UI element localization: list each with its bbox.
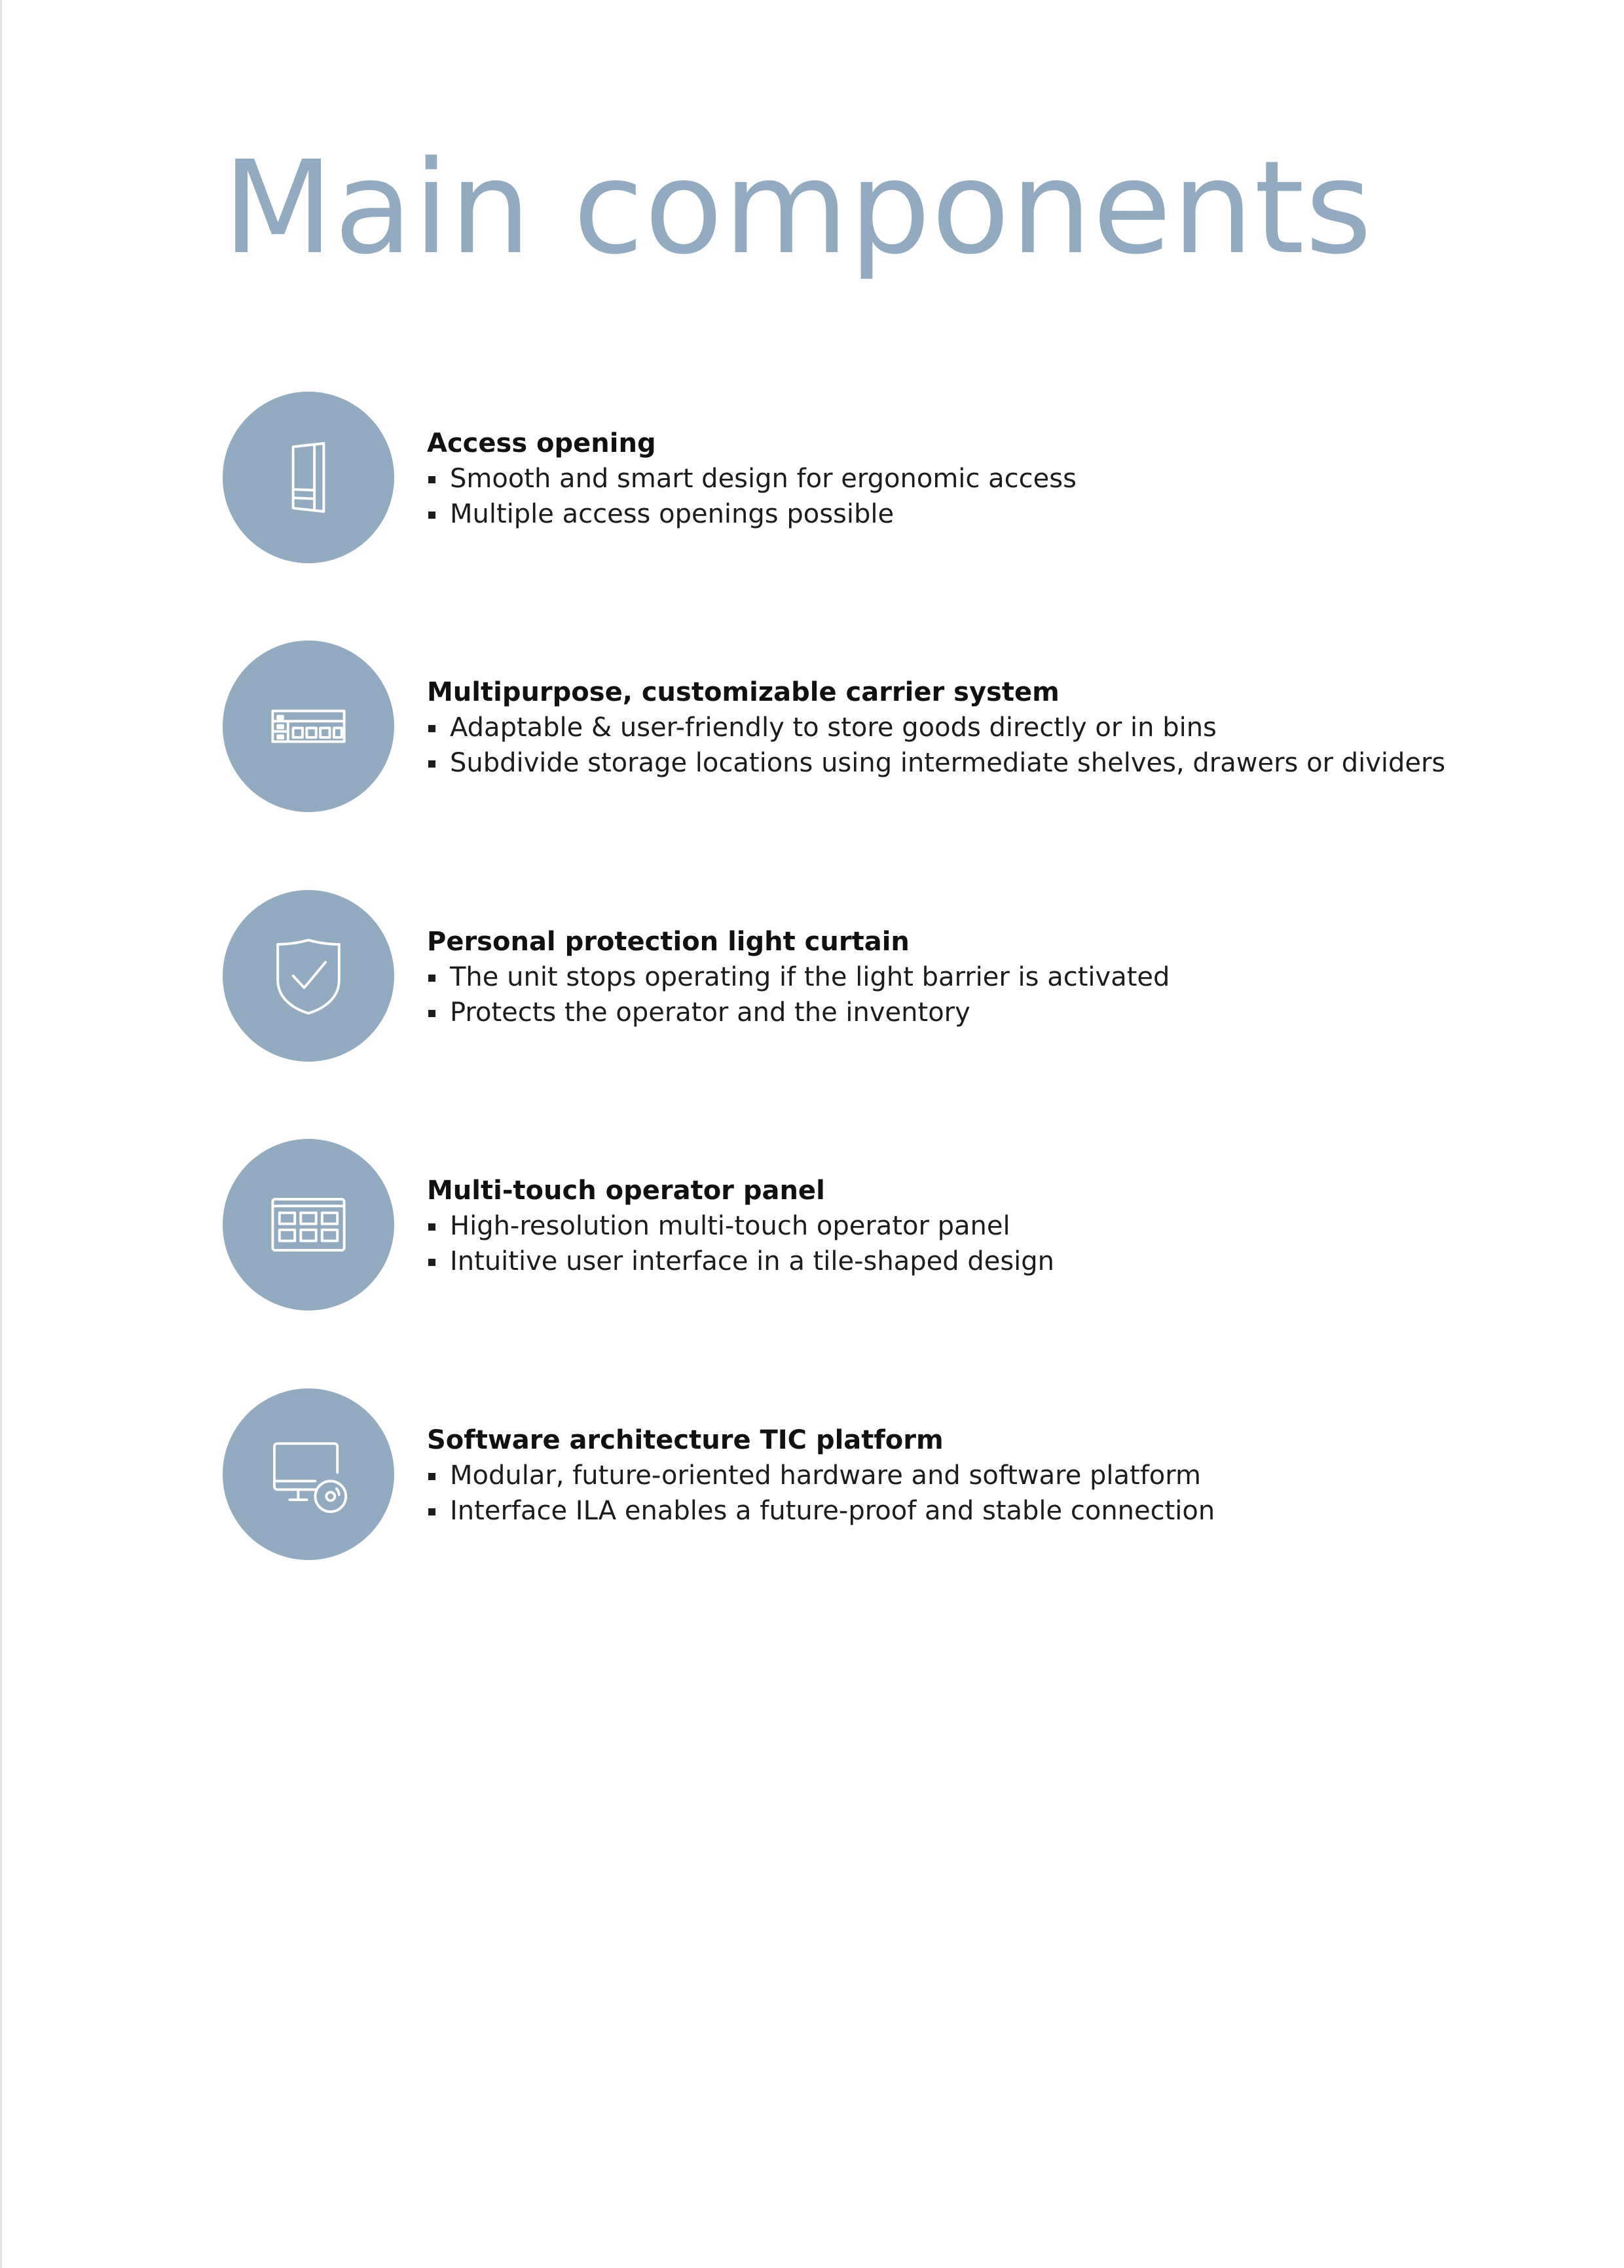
bullet-list <box>427 1458 1449 1529</box>
bullet-item: Subdivide storage locations using intermediate shelves, drawers or dividers <box>427 745 1449 781</box>
bullet-item: High-resolution multi-touch operator panel <box>427 1208 1449 1244</box>
item-heading: Multi-touch operator panel <box>427 1176 825 1206</box>
item-heading: Personal protection light curtain <box>427 927 910 957</box>
component-item-carrier-system <box>223 641 1467 812</box>
cabinet-icon <box>266 435 351 520</box>
icon-badge <box>223 1139 394 1311</box>
monitor-disc-icon <box>266 1432 351 1517</box>
page-title: Main components <box>223 134 1373 283</box>
icon-badge <box>223 641 394 812</box>
item-heading: Access opening <box>427 428 656 458</box>
component-item-access-opening <box>223 392 1467 563</box>
bullet-list <box>427 710 1449 781</box>
icon-badge <box>223 392 394 563</box>
bullet-item: The unit stops operating if the light barrier is activated <box>427 959 1449 995</box>
bullet-list <box>427 461 1449 532</box>
carrier-tray-icon <box>266 684 351 769</box>
bullet-list <box>427 1208 1449 1279</box>
bullet-item: Protects the operator and the inventory <box>427 995 1449 1030</box>
bullet-item: Adaptable & user-friendly to store goods directly or in bins <box>427 710 1449 745</box>
component-item-light-curtain <box>223 890 1467 1062</box>
bullet-item: Smooth and smart design for ergonomic access <box>427 461 1449 496</box>
item-heading: Software architecture TIC platform <box>427 1425 944 1455</box>
bullet-list <box>427 959 1449 1030</box>
bullet-item: Interface ILA enables a future-proof and stable connection <box>427 1493 1449 1529</box>
bullet-item: Modular, future-oriented hardware and software platform <box>427 1458 1449 1493</box>
shield-check-icon <box>266 933 351 1018</box>
bullet-item: Multiple access openings possible <box>427 496 1449 532</box>
component-item-software-platform <box>223 1388 1467 1560</box>
icon-badge <box>223 1388 394 1560</box>
icon-badge <box>223 890 394 1062</box>
tile-panel-icon <box>266 1182 351 1267</box>
component-item-operator-panel <box>223 1139 1467 1311</box>
item-heading: Multipurpose, customizable carrier system <box>427 677 1060 707</box>
page-border <box>0 0 2 2268</box>
bullet-item: Intuitive user interface in a tile-shaped design <box>427 1244 1449 1279</box>
